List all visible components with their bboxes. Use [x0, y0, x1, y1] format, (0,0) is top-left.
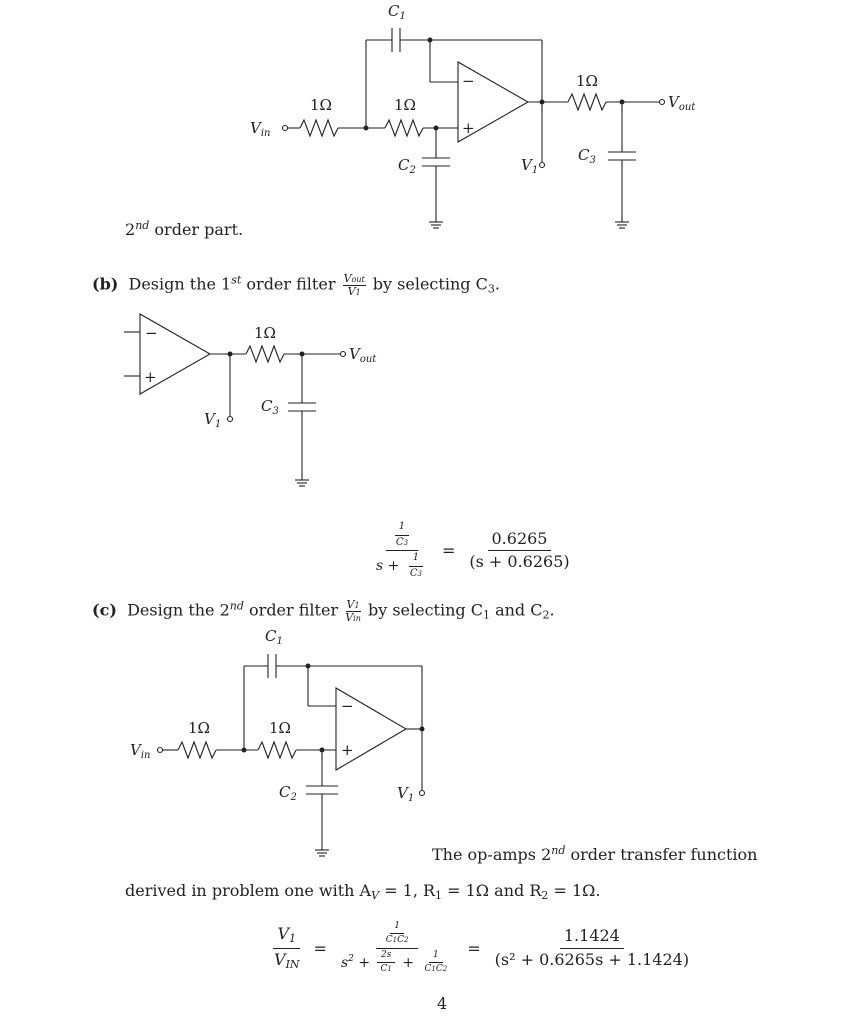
r3-label-b: 1Ω [254, 324, 276, 342]
vin-label-c: $V_{in}$ [130, 741, 151, 761]
vout-label-b: $V_{out}$ [349, 345, 377, 365]
v1-label-c: $V_1$ [397, 784, 415, 804]
minus-sign-c: − [341, 697, 354, 715]
v1-terminal-c [420, 791, 425, 796]
minus-sign-b: − [145, 324, 158, 342]
r2-resistor-c [258, 742, 296, 758]
part-b-heading: (b) Design the 1st order filter $\frac{\text{Vout}}{V1}$ by selecting $C_3$. [92, 272, 500, 298]
vin-terminal-c [158, 748, 163, 753]
c3-label-b: $C_3$ [261, 397, 279, 417]
v1-label: $V_1$ [521, 156, 539, 176]
r1-label-c: 1Ω [188, 719, 210, 737]
c2-label: $C_2$ [398, 156, 416, 176]
part-c-heading: (c) Design the 2nd order filter $\frac{V1}{\text{Vin}}$ by selecting $C_1$ and $C_2$. [92, 598, 555, 624]
plus-sign-b: + [144, 368, 157, 386]
c3-label: $C_3$ [578, 146, 596, 166]
r1-label: 1Ω [310, 96, 332, 114]
c2-label-c: $C_2$ [279, 783, 297, 803]
r3-label: 1Ω [576, 72, 598, 90]
vout-label: $V_{out}$ [668, 93, 696, 113]
plus-sign-c: + [341, 741, 354, 759]
part-a-tail: 2nd order part. [125, 219, 244, 239]
r2-label: 1Ω [394, 96, 416, 114]
minus-sign: − [462, 72, 475, 90]
second-order-equation: $\frac{V_1}{V_{IN}}$ = $\frac{1}{C1C2}$ $s^2$ + $\frac{2s}{C1}$ + $\frac{1}{C1C2}$ = $\frac{1.1424}{\text{(s² + 0.6265s + 1.1424)}}$ [274, 921, 690, 975]
r2-label-c: 1Ω [269, 719, 291, 737]
page-number: 4 [437, 994, 448, 1013]
derived-line: derived in problem one with $A_V = 1$, $R_1 = 1\Omega$ and $R_2 = 1\Omega$. [125, 881, 601, 902]
c1-label-c: $C_1$ [265, 627, 283, 647]
r1-resistor-c [178, 742, 216, 758]
vin-label: $V_{in}$ [250, 119, 271, 139]
opamp-transfer-text: The op-amps 2nd order transfer function [432, 844, 758, 864]
c1-label: $C_1$ [388, 2, 406, 22]
v1-label-b: $V_1$ [204, 410, 222, 430]
first-order-equation: $\frac{1}{C3}$ s + $\frac{1}{C3}$ = $\frac{0.6265}{(s + 0.6265)}$ [376, 521, 570, 579]
plus-sign: + [462, 119, 475, 137]
